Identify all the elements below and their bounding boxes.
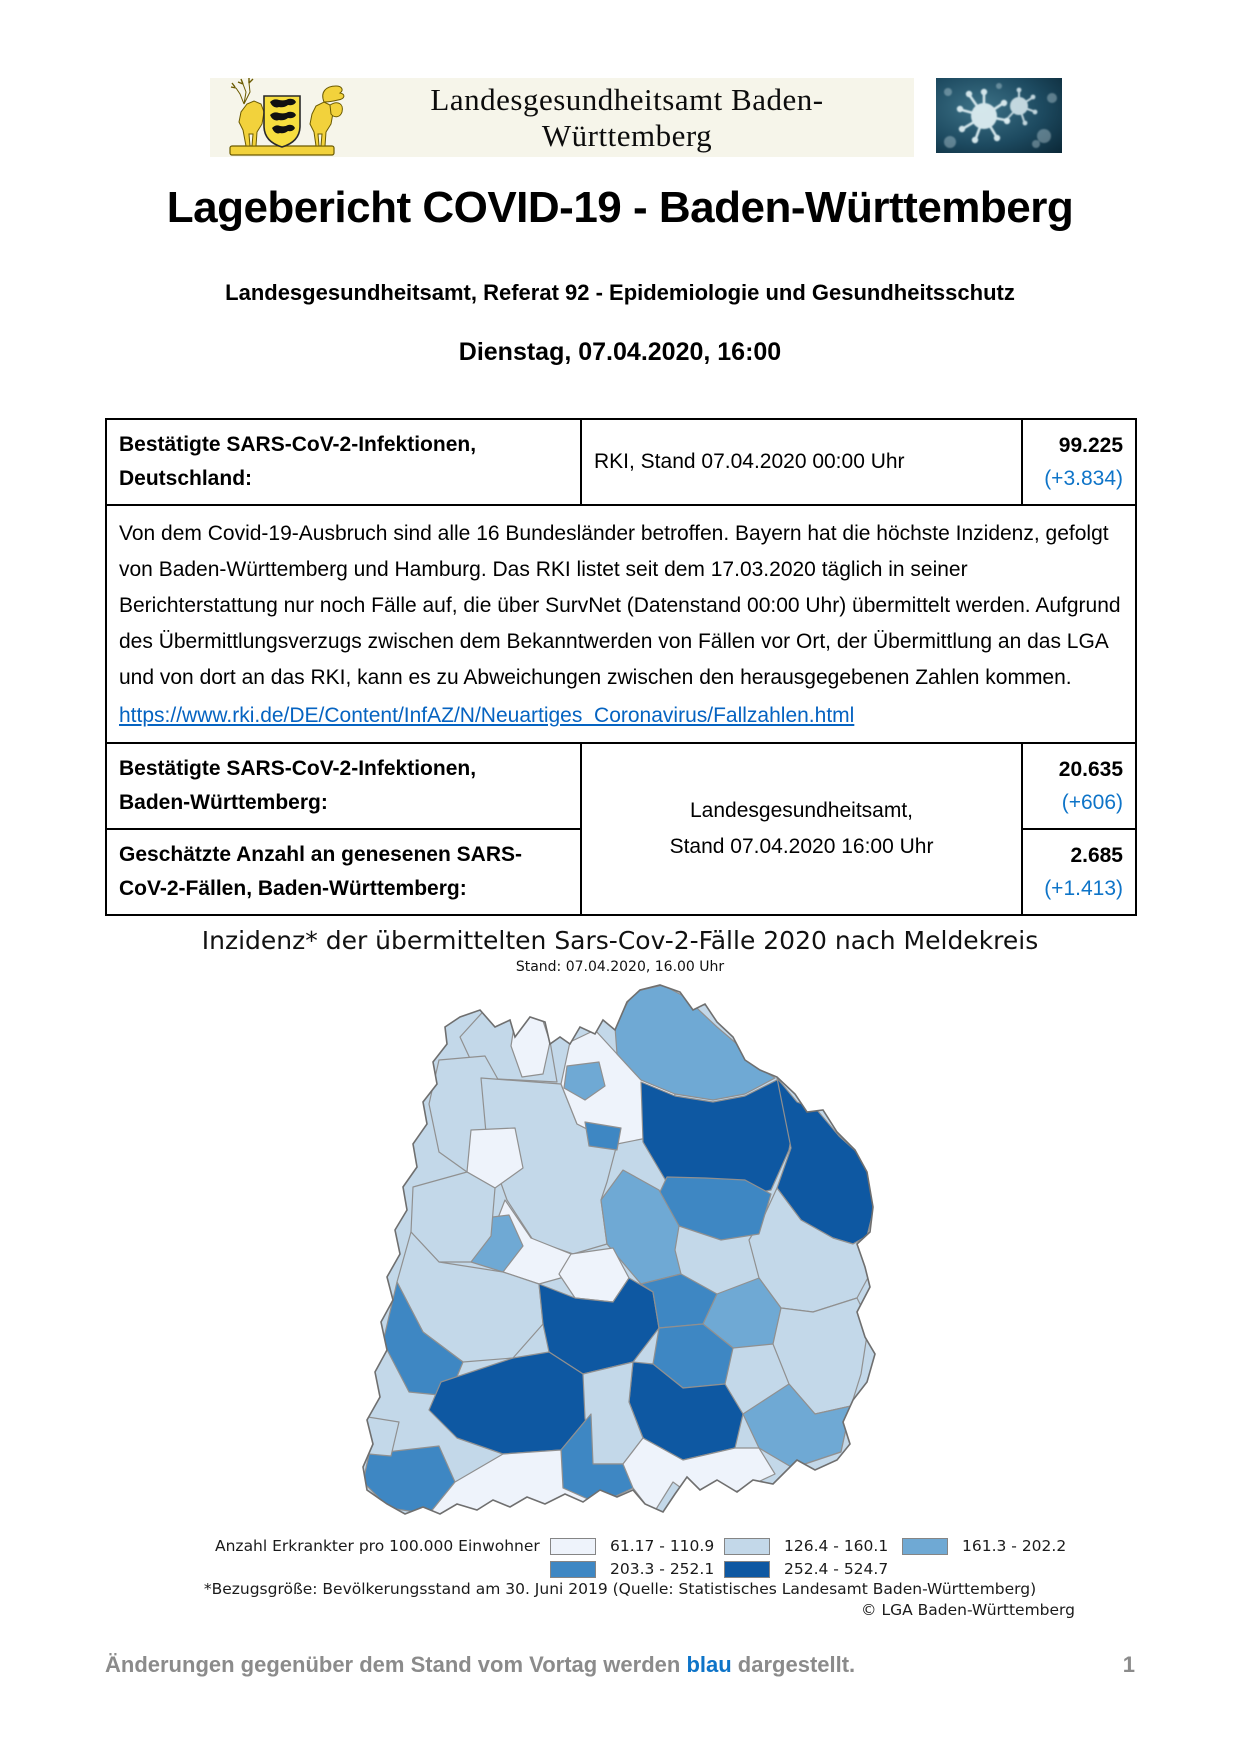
recovered-delta: (+1.413) xyxy=(1044,877,1123,900)
footer-highlight: blau xyxy=(686,1652,732,1677)
agency-banner xyxy=(210,78,914,157)
germany-delta: (+3.834) xyxy=(1044,467,1123,490)
table-row-germany xyxy=(106,419,1136,505)
bw-source-line2: Stand 07.04.2020 16:00 Uhr xyxy=(669,835,934,858)
legend-item-c3 xyxy=(902,1537,1066,1555)
germany-count-cell xyxy=(1022,419,1136,505)
map-footnote: *Bezugsgröße: Bevölkerungsstand am 30. Juni 2019 (Quelle: Statistisches Landesamt Baden-Württemberg) xyxy=(203,1580,1037,1598)
bw-count-cell xyxy=(1022,743,1136,829)
germany-count: 99.225 xyxy=(1058,434,1123,457)
page-number: 1 xyxy=(1122,1652,1135,1677)
legend-swatch-c4 xyxy=(550,1561,596,1578)
map-stand: Stand: 07.04.2020, 16.00 Uhr xyxy=(515,959,725,975)
legend-range: 126.4 - 160.1 xyxy=(784,1537,889,1555)
coronavirus-image xyxy=(936,78,1062,153)
map-copyright: © LGA Baden-Württemberg xyxy=(861,1601,1075,1619)
legend-range: 252.4 - 524.7 xyxy=(784,1560,889,1578)
legend-swatch-c3 xyxy=(902,1538,948,1555)
bw-label-line2: Baden-Württemberg: xyxy=(119,791,328,814)
recovered-label-line1: Geschätzte Anzahl an genesenen SARS- xyxy=(119,843,522,866)
report-date: Dienstag, 07.04.2020, 16:00 xyxy=(458,338,782,366)
legend-item-c5 xyxy=(724,1560,888,1578)
germany-label-line1: Bestätigte SARS-CoV-2-Infektionen, xyxy=(119,433,477,456)
legend-range: 203.3 - 252.1 xyxy=(610,1560,715,1578)
rki-fallzahlen-link[interactable]: https://www.rki.de/DE/Content/InfAZ/N/Neuartiges_Coronavirus/Fallzahlen.html xyxy=(119,704,855,727)
legend-item-c1 xyxy=(550,1537,714,1555)
summary-table xyxy=(105,418,1137,916)
bw-label xyxy=(106,743,581,829)
legend-label: Anzahl Erkrankter pro 100.000 Einwohner xyxy=(215,1537,540,1555)
legend-range: 161.3 - 202.2 xyxy=(962,1537,1067,1555)
map-title: Inzidenz* der übermittelten Sars-Cov-2-Fälle 2020 nach Meldekreis xyxy=(201,926,1039,955)
note-text: Von dem Covid-19-Ausbruch sind alle 16 Bundesländer betroffen. Bayern hat die höchste Inzidenz, gefolgt von Baden-Württemberg und Hamburg. Das RKI listet seit dem 17.03.2020 täglich in seiner Berichterstattung nur noch Fälle auf, die über SurvNet (Datenstand 00:00 Uhr) übermittelt werden. Aufgrund des Übermittlungsverzugs zwischen dem Bekanntwerden von Fällen vor Ort, der Übermittlung an das LGA und von dort an das RKI, kann es zu Abweichungen zwischen den herausgegebenen Zahlen kommen. xyxy=(119,522,1121,689)
choropleth-map-baden-wuerttemberg xyxy=(345,982,885,1527)
page-footer xyxy=(105,1652,1135,1678)
recovered-label xyxy=(106,829,581,915)
footer-text-after: dargestellt. xyxy=(731,1652,856,1677)
germany-source: RKI, Stand 07.04.2020 00:00 Uhr xyxy=(581,419,1022,505)
legend-swatch-c2 xyxy=(724,1538,770,1555)
table-row-note xyxy=(106,505,1136,743)
legend-swatch-c1 xyxy=(550,1538,596,1555)
recovered-count: 2.685 xyxy=(1070,844,1123,867)
germany-label xyxy=(106,419,581,505)
bw-delta: (+606) xyxy=(1061,791,1123,814)
legend-item-c2 xyxy=(724,1537,888,1555)
legend-swatch-c5 xyxy=(724,1561,770,1578)
bw-source xyxy=(581,743,1022,915)
recovered-label-line2: CoV-2-Fällen, Baden-Württemberg: xyxy=(119,877,467,900)
germany-label-line2: Deutschland: xyxy=(119,467,253,490)
recovered-count-cell xyxy=(1022,829,1136,915)
note-cell xyxy=(106,505,1136,743)
page-subtitle: Landesgesundheitsamt, Referat 92 - Epidemiologie und Gesundheitsschutz xyxy=(225,280,1015,305)
footer-text-before: Änderungen gegenüber dem Stand vom Vortag werden xyxy=(105,1652,687,1677)
page-title: Lagebericht COVID-19 - Baden-Württemberg xyxy=(166,183,1074,232)
bw-label-line1: Bestätigte SARS-CoV-2-Infektionen, xyxy=(119,757,477,780)
coat-of-arms-icon xyxy=(216,74,348,160)
agency-name: Landesgesundheitsamt Baden-Württemberg xyxy=(430,81,824,153)
bw-source-line1: Landesgesundheitsamt, xyxy=(690,799,913,822)
district-layer xyxy=(345,982,885,1527)
legend-item-c4 xyxy=(550,1560,714,1578)
table-row-bw xyxy=(106,743,1136,829)
legend-range: 61.17 - 110.9 xyxy=(610,1537,715,1555)
bw-count: 20.635 xyxy=(1058,758,1123,781)
